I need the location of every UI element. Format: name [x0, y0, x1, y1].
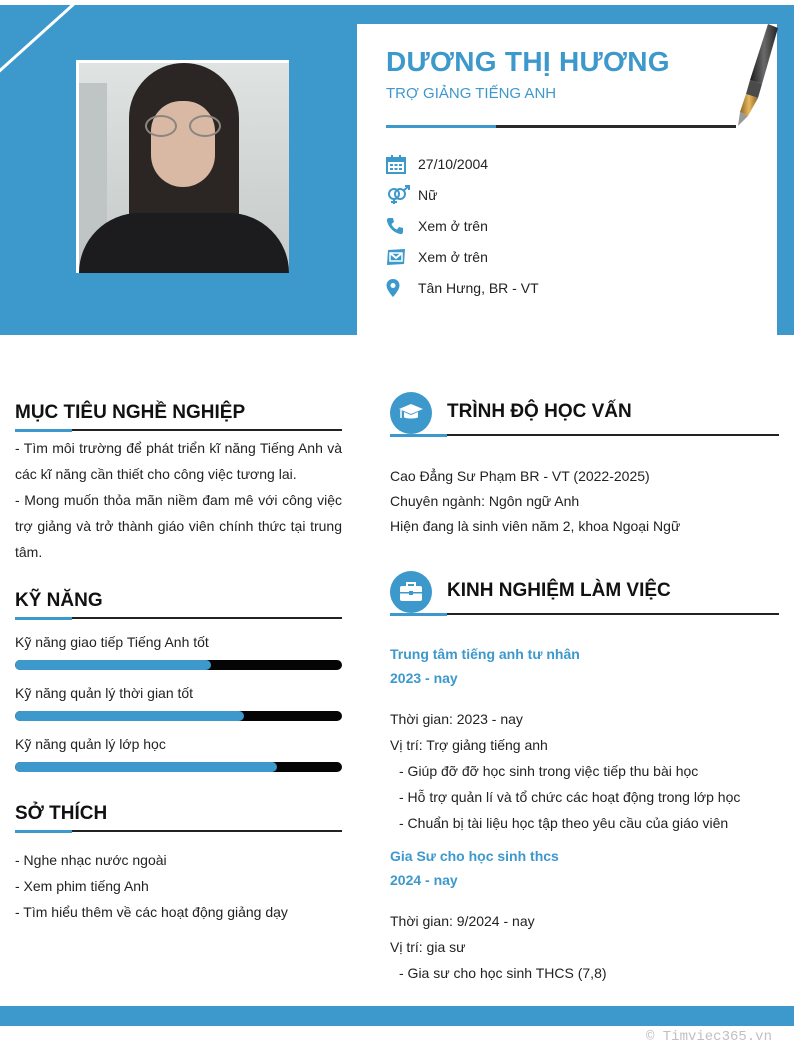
skills-title: KỸ NĂNG: [15, 590, 103, 611]
contact-list: [386, 148, 539, 303]
objective-title: MỤC TIÊU NGHỀ NGHIỆP: [15, 402, 246, 423]
contact-email: [386, 241, 539, 272]
education-title-rule: [390, 434, 779, 436]
job-position: Vị trí: Trợ giảng tiếng anh: [390, 737, 548, 753]
birthdate-value: 27/10/2004: [418, 155, 489, 172]
contact-address: [386, 272, 539, 303]
job-company: Trung tâm tiếng anh tư nhân: [390, 646, 580, 662]
email-icon: [386, 247, 418, 267]
graduation-cap-icon: [390, 392, 432, 434]
contact-phone: [386, 210, 539, 241]
skill-progress-fill: [15, 762, 277, 772]
objective-title-rule: [15, 429, 342, 431]
hobbies-section: [15, 803, 342, 925]
title-underline-accent: [386, 125, 496, 128]
fountain-pen-icon: [728, 22, 778, 132]
skills-title-rule: [15, 617, 342, 619]
experience-section: [390, 571, 779, 986]
contact-birthdate: [386, 148, 539, 179]
job-title: TRỢ GIẢNG TIẾNG ANH: [386, 85, 557, 102]
title-underline: [496, 125, 736, 128]
header-right-accent: [777, 5, 794, 335]
briefcase-icon: [390, 571, 432, 613]
skill-name: Kỹ năng quản lý thời gian tốt: [15, 685, 194, 701]
phone-icon: [386, 216, 418, 236]
gender-value: Nữ: [418, 186, 438, 203]
job-period: 2024 - nay: [390, 872, 458, 888]
job-entry: [390, 844, 779, 986]
job-time: Thời gian: 9/2024 - nay: [390, 913, 535, 929]
objective-paragraph-2: - Mong muốn thỏa mãn niềm đam mê với công việc trợ giảng và trở thành giáo viên chính thức tại trung tâm.: [15, 492, 342, 560]
skill-progress-bar: [15, 660, 342, 670]
skill-progress-fill: [15, 711, 244, 721]
job-position: Vị trí: gia sư: [390, 939, 466, 955]
job-time: Thời gian: 2023 - nay: [390, 711, 523, 727]
hobbies-title-rule: [15, 830, 342, 832]
objective-section: [15, 402, 342, 565]
hobby-item: - Tìm hiểu thêm về các hoạt động giảng dạy: [15, 904, 288, 920]
experience-title-rule: [390, 613, 779, 615]
objective-paragraph-1: - Tìm môi trường để phát triển kĩ năng Tiếng Anh và các kĩ năng cần thiết cho công việc tương lai.: [15, 440, 342, 482]
skill-progress-bar: [15, 711, 342, 721]
education-section: [390, 392, 779, 539]
skill-progress-fill: [15, 660, 211, 670]
skill-item: [15, 632, 342, 670]
experience-header: [390, 571, 779, 617]
email-value: Xem ở trên: [418, 248, 488, 265]
education-school: Cao Đẳng Sư Phạm BR - VT (2022-2025): [390, 468, 650, 484]
watermark: © Timviec365.vn: [645, 1029, 772, 1045]
skill-progress-bar: [15, 762, 342, 772]
profile-photo: [79, 63, 289, 273]
candidate-name: DƯƠNG THỊ HƯƠNG: [386, 46, 670, 77]
job-duty: - Hỗ trợ quản lí và tổ chức các hoạt động trong lớp học: [399, 789, 741, 805]
location-pin-icon: [386, 278, 418, 298]
contact-gender: [386, 179, 539, 210]
skill-item: [15, 683, 342, 721]
calendar-icon: [386, 154, 418, 174]
skill-name: Kỹ năng quản lý lớp học: [15, 736, 166, 752]
education-major: Chuyên ngành: Ngôn ngữ Anh: [390, 493, 580, 509]
job-duty: - Chuẩn bị tài liệu học tập theo yêu cầu của giáo viên: [399, 815, 729, 831]
hobbies-title: SỞ THÍCH: [15, 803, 108, 824]
skills-section: [15, 590, 342, 785]
job-duty: - Gia sư cho học sinh THCS (7,8): [399, 965, 607, 981]
footer-bar: [0, 1006, 794, 1026]
skill-item: [15, 734, 342, 772]
experience-title: KINH NGHIỆM LÀM VIỆC: [447, 580, 671, 601]
hobby-item: - Nghe nhạc nước ngoài: [15, 852, 167, 868]
education-title: TRÌNH ĐỘ HỌC VẤN: [447, 401, 632, 422]
skill-name: Kỹ năng giao tiếp Tiếng Anh tốt: [15, 634, 209, 650]
education-header: [390, 392, 779, 438]
job-entry: [390, 642, 779, 836]
job-company: Gia Sư cho học sinh thcs: [390, 848, 559, 864]
job-duty: - Giúp đỡ đỡ học sinh trong việc tiếp thu bài học: [399, 763, 699, 779]
address-value: Tân Hưng, BR - VT: [418, 279, 539, 296]
job-period: 2023 - nay: [390, 670, 458, 686]
phone-value: Xem ở trên: [418, 217, 488, 234]
gender-icon: [386, 185, 418, 205]
education-status: Hiện đang là sinh viên năm 2, khoa Ngoại Ngữ: [390, 518, 681, 534]
hobby-item: - Xem phim tiếng Anh: [15, 878, 149, 894]
